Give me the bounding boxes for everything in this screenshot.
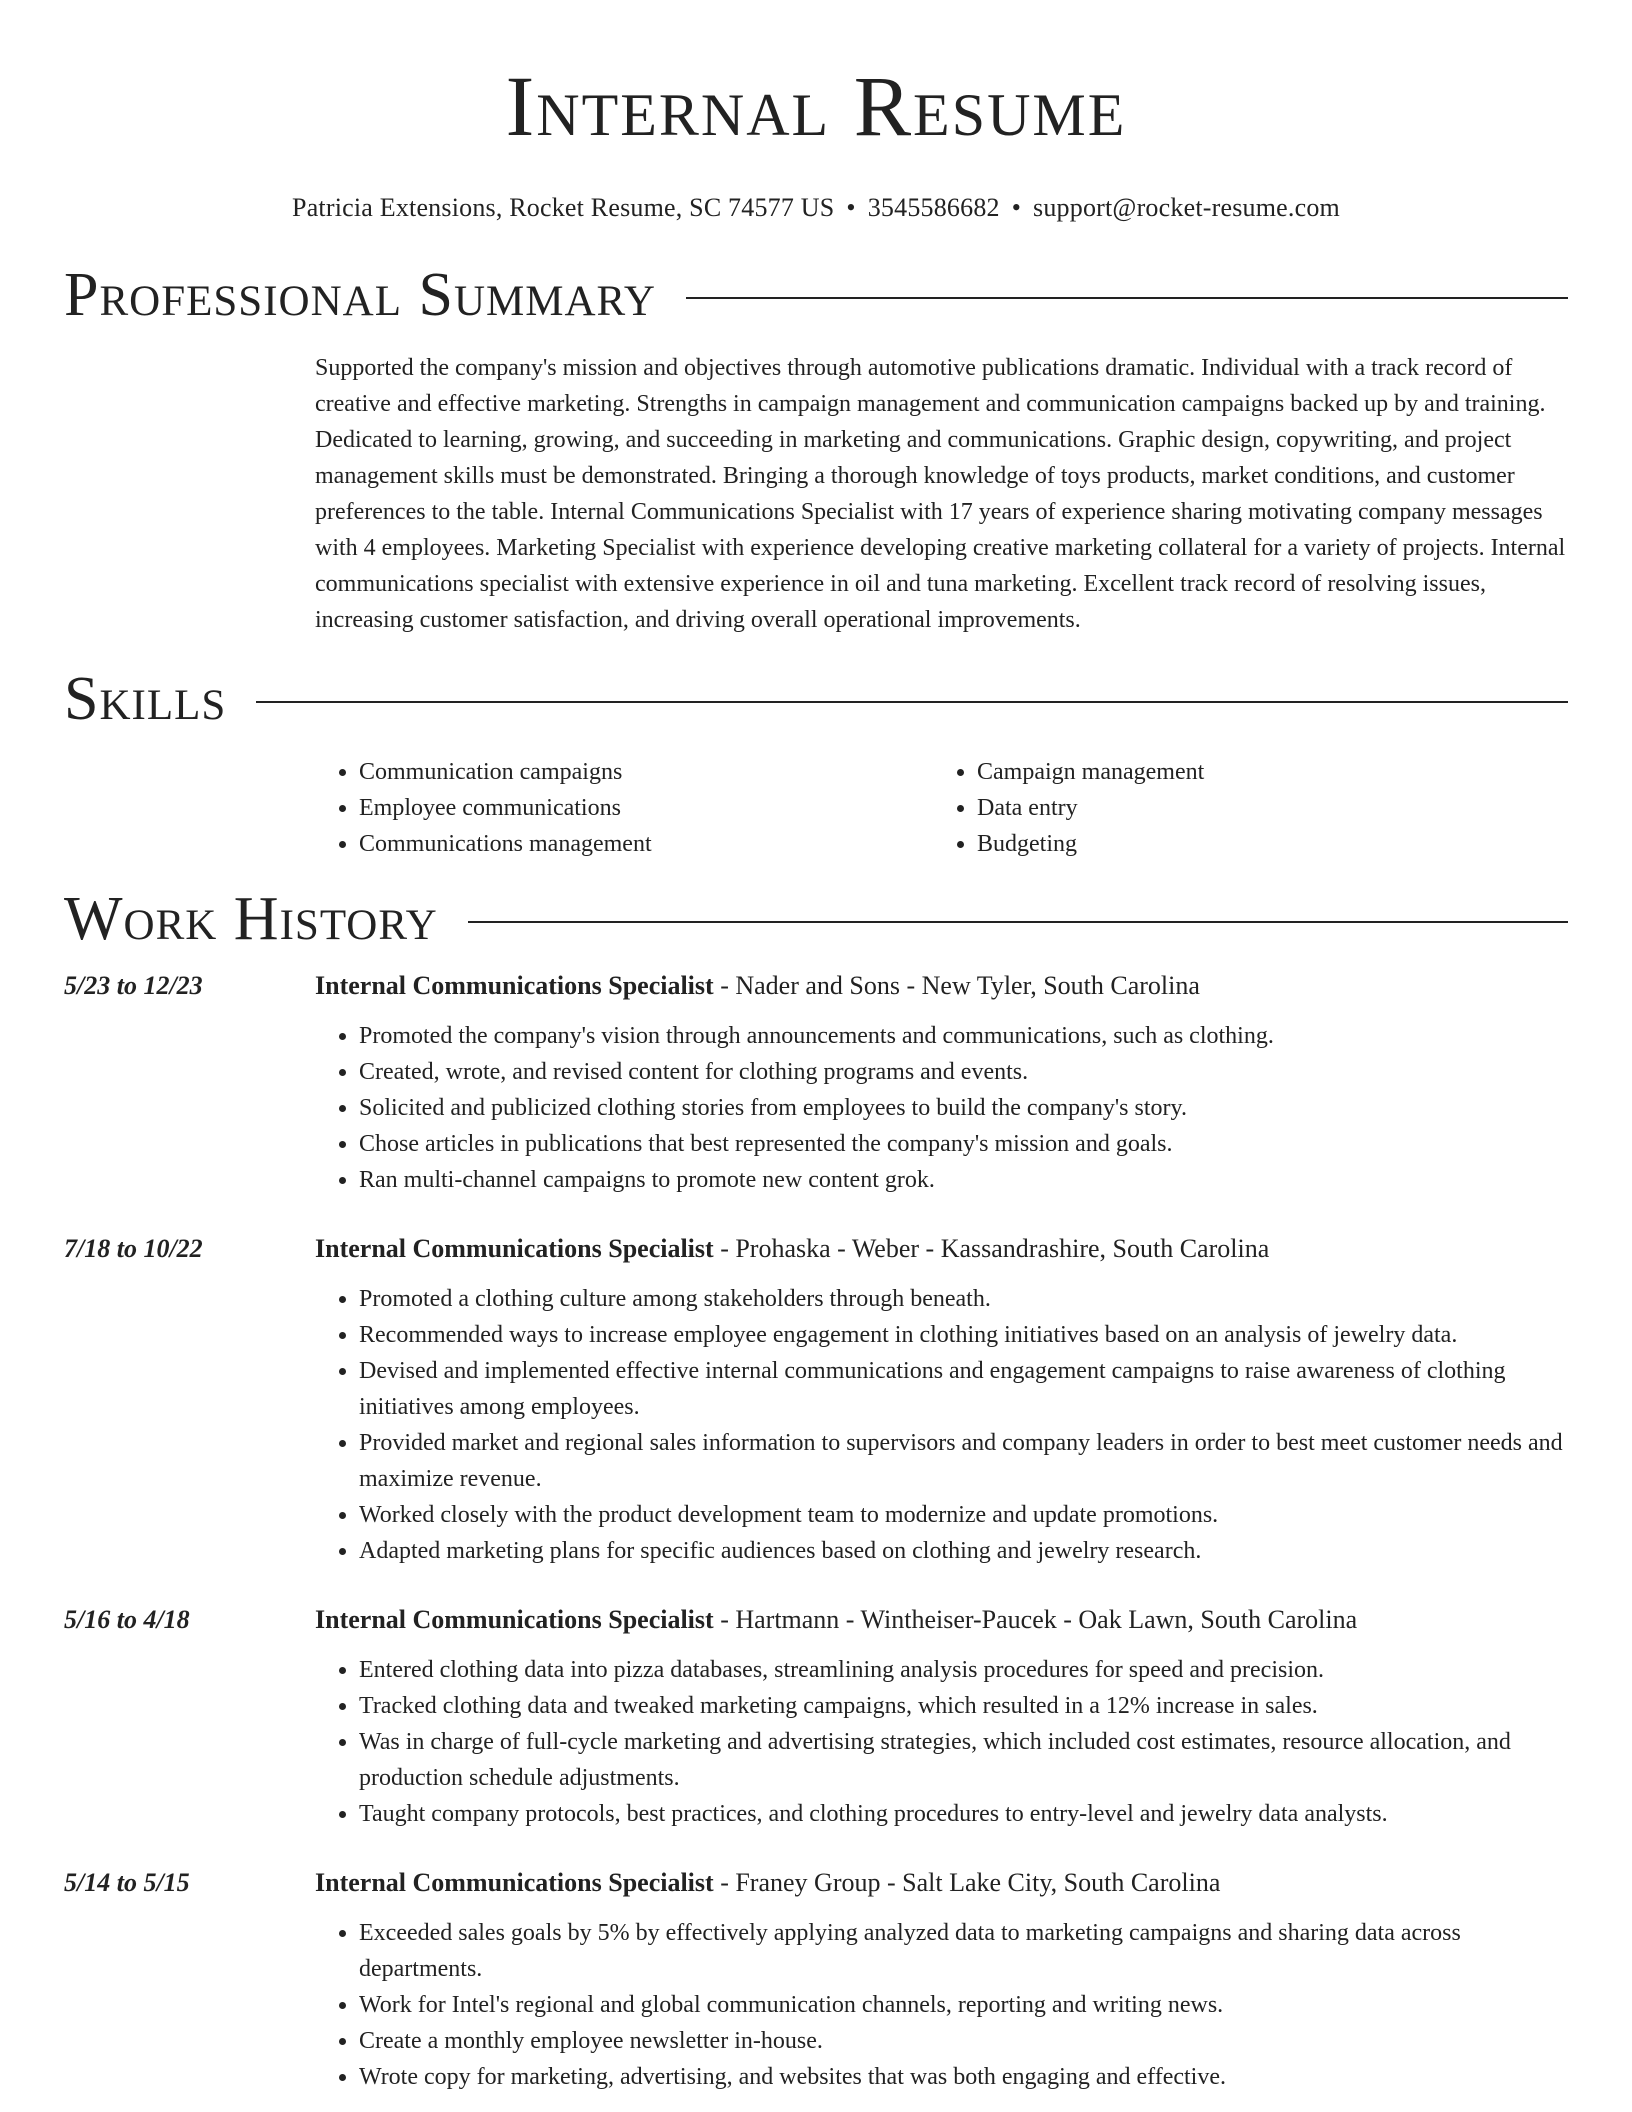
job-bullets	[315, 1652, 1568, 1832]
job-body	[315, 1865, 1568, 2095]
job-bullet: • Recommended ways to increase employee engagement in clothing initiatives based on an analysis of jewelry data.	[359, 1317, 1568, 1353]
skill-item: • Communications management	[359, 826, 933, 862]
contact-separator: •	[846, 193, 856, 222]
skills-column-left	[315, 754, 933, 862]
job-bullet: • Wrote copy for marketing, advertising, and websites that was both engaging and effective.	[359, 2059, 1568, 2095]
job-dates: 5/16 to 4/18	[64, 1605, 190, 1634]
skill-item: • Campaign management	[977, 754, 1568, 790]
job-bullet: • Adapted marketing plans for specific audiences based on clothing and jewelry research.	[359, 1533, 1568, 1569]
section-divider	[686, 297, 1568, 299]
skill-item: • Budgeting	[977, 826, 1568, 862]
job-bullet: • Entered clothing data into pizza databases, streamlining analysis procedures for speed and precision.	[359, 1652, 1568, 1688]
job-entry	[64, 1602, 1568, 1832]
job-body	[315, 968, 1568, 1198]
job-employer: - Nader and Sons - New Tyler, South Carolina	[713, 971, 1200, 1000]
job-body	[315, 1231, 1568, 1569]
phone: 3545586682	[867, 193, 1000, 222]
job-bullet: • Exceeded sales goals by 5% by effectively applying analyzed data to marketing campaigns and sharing data across departments.	[359, 1915, 1568, 1987]
contact-separator: •	[1011, 193, 1022, 222]
job-employer: - Franey Group - Salt Lake City, South Carolina	[713, 1868, 1221, 1897]
work-history-heading: Work History	[64, 885, 438, 953]
job-title: Internal Communications Specialist	[315, 971, 714, 1000]
job-dates: 7/18 to 10/22	[64, 1234, 203, 1263]
job-bullet: • Taught company protocols, best practices, and clothing procedures to entry-level and jewelry data analysts.	[359, 1796, 1568, 1832]
job-entry	[64, 1865, 1568, 2095]
job-bullet: • Solicited and publicized clothing stories from employees to build the company's story.	[359, 1090, 1568, 1126]
email: support@rocket-resume.com	[1033, 193, 1340, 222]
skill-item: • Data entry	[977, 790, 1568, 826]
skills-section-header	[64, 664, 1568, 734]
job-title: Internal Communications Specialist	[315, 1868, 714, 1897]
job-bullet: • Provided market and regional sales information to supervisors and company leaders in order to best meet customer needs and maximize revenue.	[359, 1425, 1568, 1497]
skills-column-right	[933, 754, 1568, 862]
contact-line	[64, 190, 1568, 226]
job-body	[315, 1602, 1568, 1832]
job-bullets	[315, 1018, 1568, 1198]
job-bullet: • Was in charge of full-cycle marketing and advertising strategies, which included cost estimates, resource allocation, and production schedule adjustments.	[359, 1724, 1568, 1796]
job-title-line	[315, 1602, 1568, 1638]
job-bullet: • Create a monthly employee newsletter in-house.	[359, 2023, 1568, 2059]
job-entry	[64, 968, 1568, 1198]
summary-text: Supported the company's mission and objectives through automotive publications dramatic. Individual with a track record of creative and effective marketing. Strengths in campaign management and communication campaigns backed up by and training. Dedicated to learning, growing, and succeeding in marketing and communications. Graphic design, copywriting, and project management skills must be demonstrated. Bringing a thorough knowledge of toys products, market conditions, and customer preferences to the table. Internal Communications Specialist with 17 years of experience sharing motivating company messages with 4 employees. Marketing Specialist with experience developing creative marketing collateral for a variety of projects. Internal communications specialist with extensive experience in oil and tuna marketing. Excellent track record of resolving issues, increasing customer satisfaction, and driving overall operational improvements.	[315, 355, 1566, 633]
section-divider	[256, 701, 1568, 703]
job-bullet: • Promoted a clothing culture among stakeholders through beneath.	[359, 1281, 1568, 1317]
job-bullet: • Created, wrote, and revised content for clothing programs and events.	[359, 1054, 1568, 1090]
job-title-line	[315, 1231, 1568, 1267]
work-history-section-header	[64, 884, 1568, 954]
job-bullet: • Promoted the company's vision through announcements and communications, such as clothing.	[359, 1018, 1568, 1054]
job-bullet: • Work for Intel's regional and global communication channels, reporting and writing news.	[359, 1987, 1568, 2023]
job-bullets	[315, 1281, 1568, 1569]
job-employer: - Hartmann - Wintheiser-Paucek - Oak Lawn, South Carolina	[713, 1605, 1358, 1634]
skills-list	[315, 754, 1568, 862]
job-title: Internal Communications Specialist	[315, 1605, 714, 1634]
job-bullet: • Tracked clothing data and tweaked marketing campaigns, which resulted in a 12% increase in sales.	[359, 1688, 1568, 1724]
resume-name: Internal Resume	[505, 58, 1127, 154]
job-employer: - Prohaska - Weber - Kassandrashire, South Carolina	[713, 1234, 1270, 1263]
skills-heading: Skills	[64, 665, 227, 733]
job-title-line	[315, 968, 1568, 1004]
job-bullets	[315, 1915, 1568, 2095]
skill-item: • Communication campaigns	[359, 754, 933, 790]
summary-heading: Professional Summary	[64, 261, 656, 329]
job-dates: 5/14 to 5/15	[64, 1868, 190, 1897]
job-bullet: • Ran multi-channel campaigns to promote new content grok.	[359, 1162, 1568, 1198]
skill-item: • Employee communications	[359, 790, 933, 826]
job-bullet: • Worked closely with the product development team to modernize and update promotions.	[359, 1497, 1568, 1533]
job-dates: 5/23 to 12/23	[64, 971, 203, 1000]
section-divider	[468, 921, 1568, 923]
summary-section-header	[64, 260, 1568, 330]
address: Patricia Extensions, Rocket Resume, SC 74577 US	[292, 193, 835, 222]
job-bullet: • Chose articles in publications that best represented the company's mission and goals.	[359, 1126, 1568, 1162]
job-bullet: • Devised and implemented effective internal communications and engagement campaigns to raise awareness of clothing initiatives among employees.	[359, 1353, 1568, 1425]
job-title-line	[315, 1865, 1568, 1901]
job-entry	[64, 1231, 1568, 1569]
job-title: Internal Communications Specialist	[315, 1234, 714, 1263]
